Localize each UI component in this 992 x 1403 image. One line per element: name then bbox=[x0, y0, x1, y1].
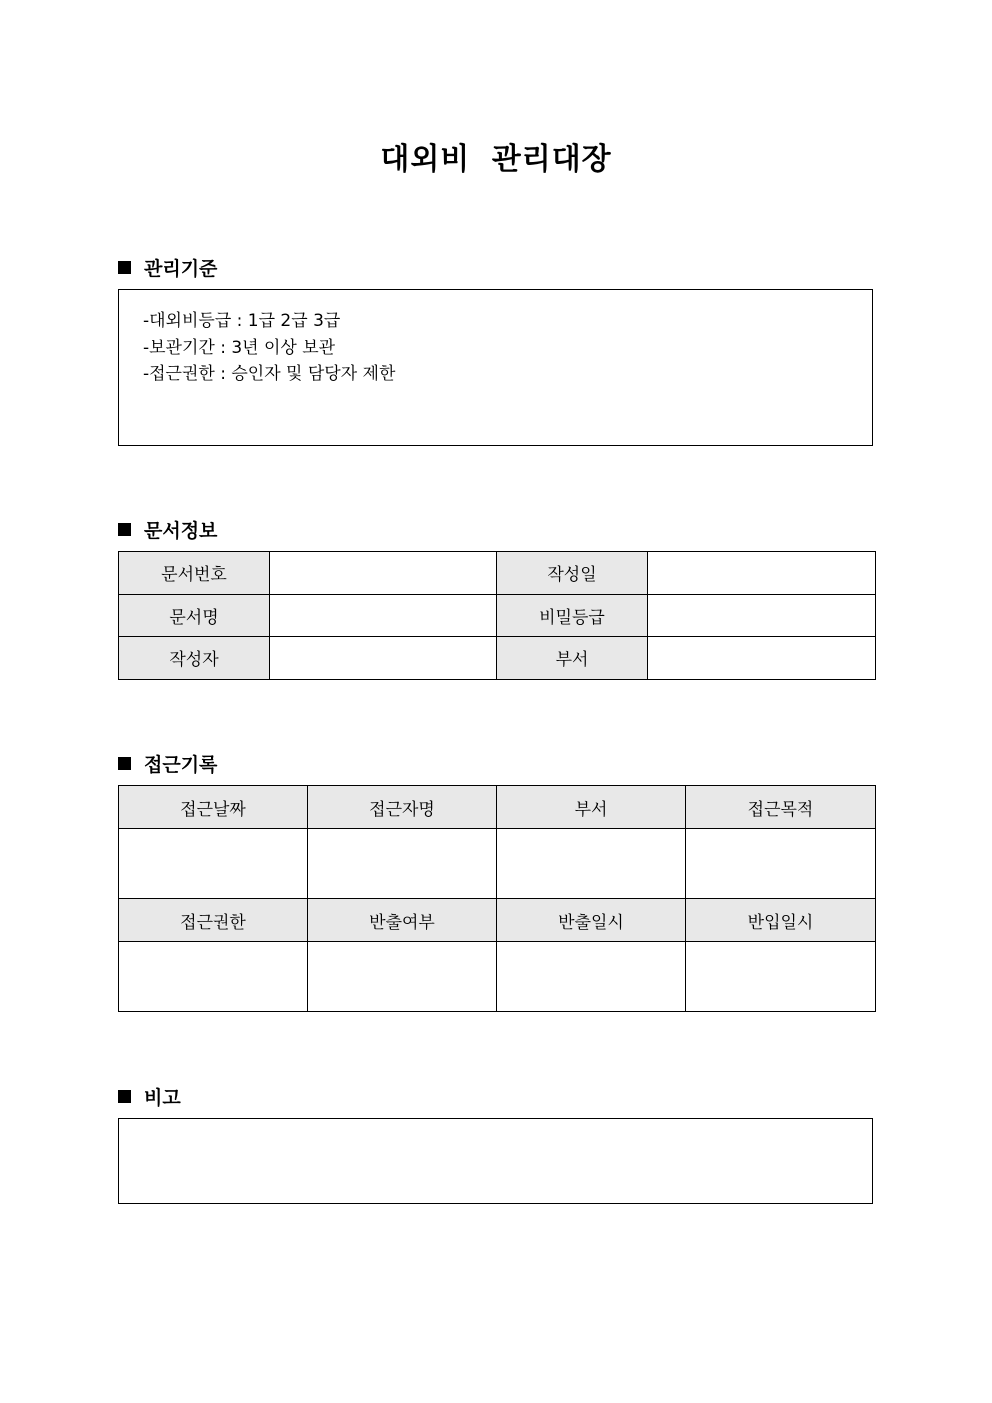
export-status-header: 반출여부 bbox=[308, 899, 497, 942]
created-date-label: 작성일 bbox=[497, 552, 648, 595]
remarks-box[interactable] bbox=[118, 1118, 873, 1204]
accessor-name-header: 접근자명 bbox=[308, 786, 497, 829]
remarks-heading bbox=[118, 1083, 181, 1110]
export-status-field[interactable] bbox=[308, 942, 497, 1012]
author-label: 작성자 bbox=[119, 637, 270, 680]
table-row bbox=[119, 552, 876, 595]
criteria-line-access: -접근권한 : 승인자 및 담당자 제한 bbox=[143, 364, 396, 384]
table-row bbox=[119, 637, 876, 680]
access-department-field[interactable] bbox=[497, 829, 686, 899]
square-bullet-icon bbox=[118, 523, 131, 536]
doc-name-field[interactable] bbox=[270, 594, 497, 637]
square-bullet-icon bbox=[118, 757, 131, 770]
square-bullet-icon bbox=[118, 1090, 131, 1103]
square-bullet-icon bbox=[118, 261, 131, 274]
access-date-header: 접근날짜 bbox=[119, 786, 308, 829]
access-log-table bbox=[118, 785, 876, 1012]
access-purpose-header: 접근목적 bbox=[686, 786, 876, 829]
created-date-field[interactable] bbox=[648, 552, 876, 595]
table-row bbox=[119, 942, 876, 1012]
access-date-field[interactable] bbox=[119, 829, 308, 899]
export-datetime-field[interactable] bbox=[497, 942, 686, 1012]
table-row bbox=[119, 594, 876, 637]
export-datetime-header: 반출일시 bbox=[497, 899, 686, 942]
criteria-line-grade: -대외비등급 : 1급 2급 3급 bbox=[143, 311, 341, 331]
access-log-heading-label: 접근기록 bbox=[144, 754, 218, 776]
doc-number-field[interactable] bbox=[270, 552, 497, 595]
access-purpose-field[interactable] bbox=[686, 829, 876, 899]
table-header-row bbox=[119, 899, 876, 942]
return-datetime-header: 반입일시 bbox=[686, 899, 876, 942]
department-header: 부서 bbox=[497, 786, 686, 829]
table-row bbox=[119, 829, 876, 899]
criteria-heading-label: 관리기준 bbox=[144, 258, 218, 280]
doc-name-label: 문서명 bbox=[119, 594, 270, 637]
doc-number-label: 문서번호 bbox=[119, 552, 270, 595]
doc-info-table bbox=[118, 551, 876, 680]
access-permission-header: 접근권한 bbox=[119, 899, 308, 942]
criteria-line-retention: -보관기간 : 3년 이상 보관 bbox=[143, 337, 336, 358]
remarks-heading-label: 비고 bbox=[144, 1087, 181, 1109]
doc-info-heading-label: 문서정보 bbox=[144, 520, 218, 542]
access-log-heading bbox=[118, 750, 217, 777]
doc-info-heading bbox=[118, 516, 217, 543]
criteria-heading bbox=[118, 254, 217, 281]
department-label: 부서 bbox=[497, 637, 648, 680]
department-field[interactable] bbox=[648, 637, 876, 680]
author-field[interactable] bbox=[270, 637, 497, 680]
return-datetime-field[interactable] bbox=[686, 942, 876, 1012]
access-permission-field[interactable] bbox=[119, 942, 308, 1012]
secret-grade-field[interactable] bbox=[648, 594, 876, 637]
secret-grade-label: 비밀등급 bbox=[497, 594, 648, 637]
accessor-name-field[interactable] bbox=[308, 829, 497, 899]
criteria-box bbox=[118, 289, 873, 446]
page-title: 대외비 관리대장 bbox=[380, 142, 612, 177]
table-header-row bbox=[119, 786, 876, 829]
